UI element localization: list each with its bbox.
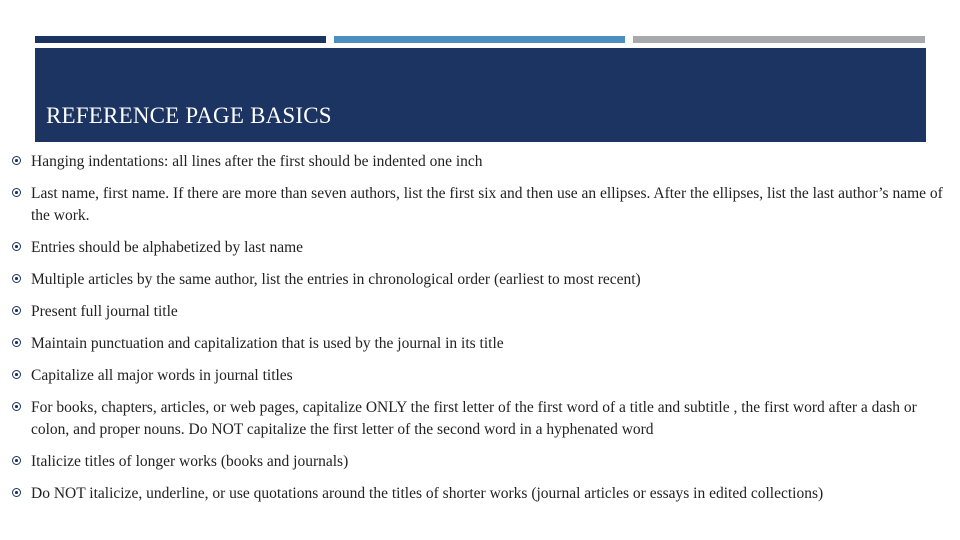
bullet-item (12, 301, 956, 323)
bullet-text: Maintain punctuation and capitalization that is used by the journal in its title (31, 335, 504, 352)
circle-bullet-icon (12, 274, 21, 283)
title-band (35, 48, 926, 142)
bullet-item (12, 397, 956, 441)
accent-bar-gray (633, 36, 925, 43)
accent-bar-dark (35, 36, 326, 43)
bullet-text: Multiple articles by the same author, list the entries in chronological order (earliest to most recent) (31, 271, 641, 288)
bullet-item (12, 151, 956, 173)
bullet-text: Hanging indentations: all lines after the first should be indented one inch (31, 153, 483, 170)
bullet-text: Present full journal title (31, 303, 178, 320)
bullet-text: For books, chapters, articles, or web pages, capitalize ONLY the first letter of the first word of a title and subtitle , the first word after a dash or colon, and proper nouns. Do NOT capitalize the first letter of the second word in a hyphenated word (31, 399, 917, 438)
bullet-text: Entries should be alphabetized by last name (31, 239, 304, 256)
bullet-item (12, 183, 956, 227)
bullet-text: Capitalize all major words in journal titles (31, 367, 293, 384)
circle-bullet-icon (12, 156, 21, 165)
bullet-item (12, 269, 956, 291)
circle-bullet-icon (12, 456, 21, 465)
bullet-item (12, 451, 956, 473)
circle-bullet-icon (12, 242, 21, 251)
circle-bullet-icon (12, 370, 21, 379)
bullet-item (12, 237, 956, 259)
accent-bar-blue (334, 36, 625, 43)
circle-bullet-icon (12, 338, 21, 347)
bullet-item (12, 483, 956, 505)
circle-bullet-icon (12, 488, 21, 497)
circle-bullet-icon (12, 402, 21, 411)
bullet-text: Last name, first name. If there are more than seven authors, list the first six and then use an ellipses. After the ellipses, list the last author’s name of the work. (31, 185, 943, 224)
bullet-text: Italicize titles of longer works (books and journals) (31, 453, 349, 470)
circle-bullet-icon (12, 188, 21, 197)
circle-bullet-icon (12, 306, 21, 315)
bullet-text: Do NOT italicize, underline, or use quotations around the titles of shorter works (journal articles or essays in edited collections) (31, 485, 824, 502)
bullet-item (12, 333, 956, 355)
slide-title: REFERENCE PAGE BASICS (46, 103, 332, 128)
bullet-list (12, 151, 956, 515)
bullet-item (12, 365, 956, 387)
